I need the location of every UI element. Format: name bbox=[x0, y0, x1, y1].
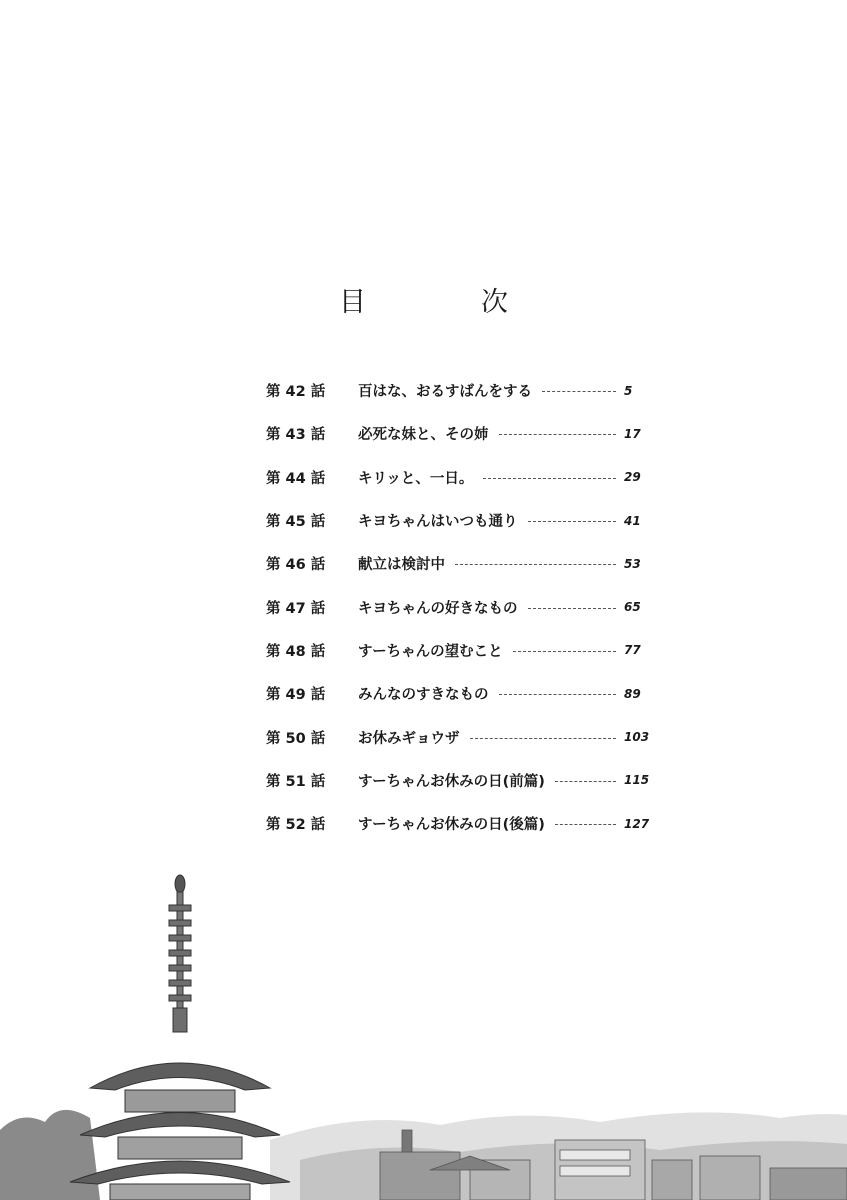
dot-leader bbox=[528, 521, 617, 522]
chapter-title: キリッと、一日。 bbox=[358, 470, 474, 487]
toc-row bbox=[266, 629, 646, 672]
page-number: 77 bbox=[624, 643, 641, 658]
chapter-title: お休みギョウザ bbox=[358, 730, 460, 747]
chapter-title: 必死な妹と、その姉 bbox=[358, 427, 489, 444]
dot-leader bbox=[483, 478, 616, 479]
chapter-number: 第 48 話 bbox=[266, 643, 326, 660]
chapter-entry bbox=[358, 510, 624, 531]
chapter-number: 第 43 話 bbox=[266, 427, 326, 444]
toc-row bbox=[266, 715, 650, 758]
page-number: 41 bbox=[624, 513, 641, 528]
dot-leader bbox=[555, 781, 616, 782]
chapter-entry bbox=[358, 770, 624, 791]
chapter-number: 第 46 話 bbox=[266, 557, 326, 574]
chapter-entry bbox=[358, 467, 624, 488]
table-of-contents bbox=[266, 369, 650, 845]
chapter-entry bbox=[358, 813, 624, 834]
toc-row bbox=[266, 499, 646, 542]
page-number: 127 bbox=[624, 816, 650, 831]
trees bbox=[0, 1110, 100, 1200]
toc-row bbox=[266, 585, 646, 628]
chapter-number: 第 52 話 bbox=[266, 817, 326, 834]
page-title: 目 次 bbox=[339, 287, 552, 318]
pagoda-cityscape-illustration bbox=[0, 860, 847, 1200]
chapter-entry bbox=[358, 423, 624, 444]
chapter-title: キヨちゃんはいつも通り bbox=[358, 514, 518, 531]
chapter-entry bbox=[358, 640, 624, 661]
page-number: 89 bbox=[624, 686, 641, 701]
dot-leader bbox=[513, 651, 616, 652]
chapter-number: 第 51 話 bbox=[266, 773, 326, 790]
chapter-number: 第 47 話 bbox=[266, 600, 326, 617]
chapter-entry bbox=[358, 597, 624, 618]
dot-leader bbox=[499, 434, 617, 435]
dot-leader bbox=[499, 694, 617, 695]
page-number: 53 bbox=[624, 556, 641, 571]
chapter-entry bbox=[358, 727, 624, 748]
page-number: 65 bbox=[624, 600, 641, 615]
toc-row bbox=[266, 672, 646, 715]
chapter-title: キヨちゃんの好きなもの bbox=[358, 600, 518, 617]
page-number: 17 bbox=[624, 426, 641, 441]
page-number: 5 bbox=[624, 383, 633, 398]
chapter-title: すーちゃんお休みの日(前篇) bbox=[358, 773, 545, 790]
dot-leader bbox=[555, 824, 616, 825]
dot-leader bbox=[542, 391, 616, 392]
chapter-entry bbox=[358, 683, 624, 704]
chapter-number: 第 49 話 bbox=[266, 687, 326, 704]
page-number: 103 bbox=[624, 730, 650, 745]
pagoda bbox=[70, 875, 290, 1200]
chapter-title: 献立は検討中 bbox=[358, 557, 445, 574]
toc-row bbox=[266, 412, 646, 455]
chapter-number: 第 44 話 bbox=[266, 470, 326, 487]
chapter-title: みんなのすきなもの bbox=[358, 687, 489, 704]
dot-leader bbox=[470, 738, 617, 739]
dot-leader bbox=[455, 564, 616, 565]
chapter-title: すーちゃんお休みの日(後篇) bbox=[358, 817, 545, 834]
chapter-number: 第 50 話 bbox=[266, 730, 326, 747]
toc-row bbox=[266, 542, 646, 585]
toc-row bbox=[266, 802, 650, 845]
chapter-title: すーちゃんの望むこと bbox=[358, 643, 503, 660]
chapter-number: 第 42 話 bbox=[266, 384, 326, 401]
dot-leader bbox=[528, 608, 617, 609]
toc-row bbox=[266, 456, 646, 499]
toc-row bbox=[266, 759, 650, 802]
toc-row bbox=[266, 369, 646, 412]
page-number: 29 bbox=[624, 470, 641, 485]
chapter-title: 百はな、おるすばんをする bbox=[358, 384, 532, 401]
chapter-entry bbox=[358, 380, 624, 401]
chapter-entry bbox=[358, 553, 624, 574]
chapter-number: 第 45 話 bbox=[266, 514, 326, 531]
page-number: 115 bbox=[624, 773, 650, 788]
